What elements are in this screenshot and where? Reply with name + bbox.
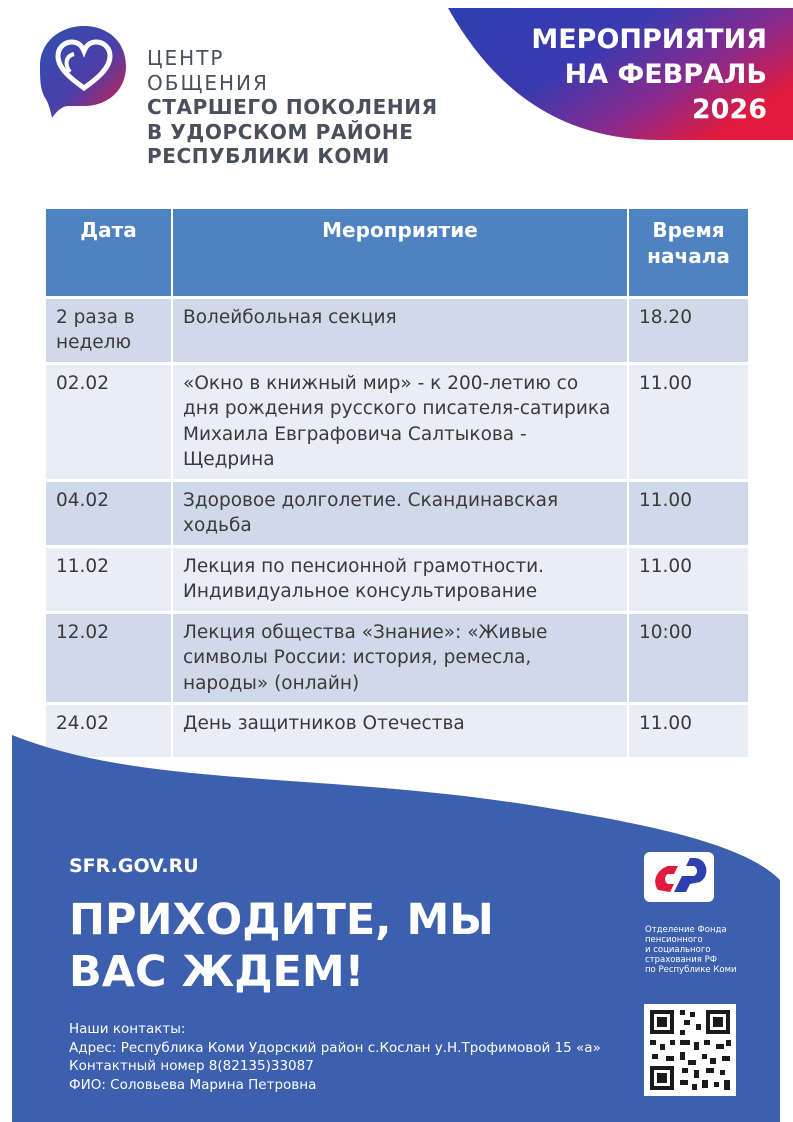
cell-date: 24.02 xyxy=(46,704,172,759)
table-row xyxy=(46,480,748,546)
cell-time: 11.00 xyxy=(628,546,748,612)
cell-event: День защитников Отечества xyxy=(172,704,628,759)
cell-event: Волейбольная секция xyxy=(172,297,628,363)
title-line-3: 2026 xyxy=(691,94,767,125)
qr-code-icon[interactable] xyxy=(644,1004,736,1096)
cell-event: Здоровое долголетие. Скандинавская ходьба xyxy=(172,480,628,546)
cell-time: 18.20 xyxy=(628,297,748,363)
cell-date: 02.02 xyxy=(46,363,172,480)
table-row xyxy=(46,297,748,363)
slogan-line-2: ВАС ЖДЕМ! xyxy=(69,947,365,997)
contacts-heading: Наши контакты: xyxy=(69,1021,186,1037)
title-line-2: НА ФЕВРАЛЬ xyxy=(564,59,767,90)
cell-event: Лекция по пенсионной грамотности. Индивидуальное консультирование xyxy=(172,546,628,612)
sfr-line-2: пенсионного xyxy=(645,935,703,945)
events-table xyxy=(46,209,748,760)
contacts-person: ФИО: Соловьева Марина Петровна xyxy=(69,1076,317,1093)
sfr-line-1: Отделение Фонда xyxy=(645,925,727,935)
sfr-caption xyxy=(645,925,737,975)
cell-time: 11.00 xyxy=(628,480,748,546)
header-event: Мероприятие xyxy=(172,209,628,297)
sfr-line-4: страхования РФ xyxy=(645,955,718,965)
cell-time: 10:00 xyxy=(628,612,748,704)
table-header-row xyxy=(46,209,748,297)
cell-event: «Окно в книжный мир» - к 200-летию со дня рождения русского писателя-сатирика Михаила Евграфовича Салтыкова - Щедрина xyxy=(172,363,628,480)
contacts-phone: Контактный номер 8(82135)33087 xyxy=(69,1058,314,1074)
org-line-2: ОБЩЕНИЯ xyxy=(147,70,269,95)
sfr-line-3: и социального xyxy=(645,945,711,955)
table-row xyxy=(46,612,748,704)
header-date: Дата xyxy=(46,209,172,297)
cell-date: 12.02 xyxy=(46,612,172,704)
org-line-5: РЕСПУБЛИКИ КОМИ xyxy=(147,144,390,168)
org-line-3: СТАРШЕГО ПОКОЛЕНИЯ xyxy=(147,95,438,119)
cell-date: 2 раза в неделю xyxy=(46,297,172,363)
organization-name xyxy=(147,46,438,169)
cell-time: 11.00 xyxy=(628,704,748,759)
org-line-1: ЦЕНТР xyxy=(147,46,225,70)
cell-event: Лекция общества «Знание»: «Живые символы России: история, ремесла, народы» (онлайн) xyxy=(172,612,628,704)
org-line-4: В УДОРСКОМ РАЙОНЕ xyxy=(147,119,414,144)
title-line-1: МЕРОПРИЯТИЯ xyxy=(531,24,767,55)
center-logo-icon xyxy=(34,20,134,120)
cell-time: 11.00 xyxy=(628,363,748,480)
cell-date: 11.02 xyxy=(46,546,172,612)
slogan xyxy=(69,894,494,998)
table-row xyxy=(46,363,748,480)
sfr-line-5: по Республике Коми xyxy=(645,965,737,975)
contacts-address: Адрес: Республика Коми Удорский район с.Кослан у.Н.Трофимовой 15 «а» xyxy=(69,1039,601,1056)
header-time: Время начала xyxy=(628,209,748,297)
page-title xyxy=(531,22,767,127)
website-link[interactable]: SFR.GOV.RU xyxy=(69,855,199,877)
contacts-block xyxy=(69,1020,601,1094)
slogan-line-1: ПРИХОДИТЕ, МЫ xyxy=(69,895,494,945)
table-row xyxy=(46,546,748,612)
sfr-logo-icon xyxy=(644,852,714,902)
cell-date: 04.02 xyxy=(46,480,172,546)
